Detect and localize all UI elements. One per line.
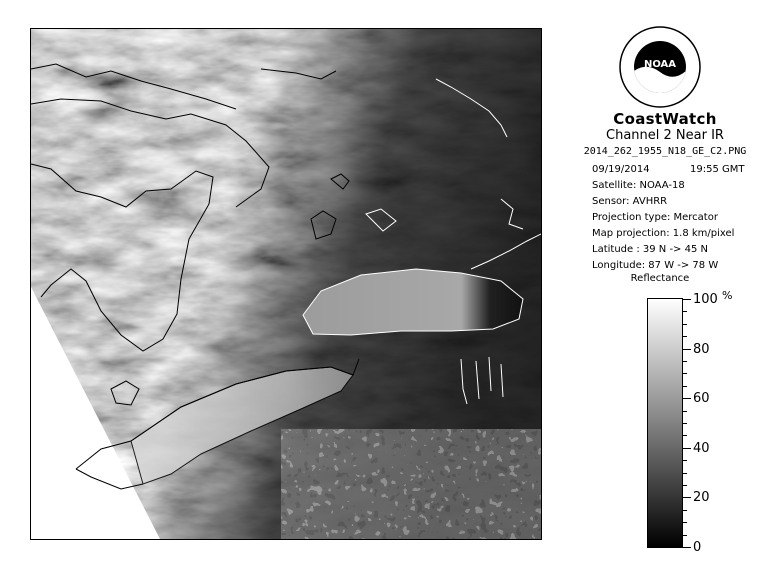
- colorbar-minor-tick: [683, 386, 687, 387]
- colorbar-tick-label: 100: [693, 292, 718, 307]
- colorbar-minor-tick: [683, 411, 687, 412]
- satellite-map: [31, 29, 542, 540]
- colorbar-minor-tick: [683, 535, 687, 536]
- longitude-range: Longitude: 87 W -> 78 W: [592, 260, 719, 271]
- colorbar-minor-tick: [683, 460, 687, 461]
- noaa-logo: [619, 26, 701, 108]
- map-projection-label: Map projection: 1.8 km/pixel: [592, 228, 735, 239]
- colorbar-minor-tick: [683, 311, 687, 312]
- colorbar-tick-label: 40: [693, 440, 710, 456]
- colorbar-minor-tick: [683, 361, 687, 362]
- file-name: 2014_262_1955_N18_GE_C2.PNG: [583, 146, 747, 157]
- colorbar-tick: [683, 448, 691, 449]
- colorbar-minor-tick: [683, 485, 687, 486]
- latitude-range: Latitude : 39 N -> 45 N: [592, 244, 708, 255]
- satellite-image: [30, 28, 542, 540]
- projection-type-label: Projection type: Mercator: [592, 212, 718, 223]
- colorbar-tick-label: 20: [693, 490, 710, 506]
- brand-title: CoastWatch: [613, 110, 717, 128]
- colorbar-tick: [683, 497, 691, 498]
- legend-title: Reflectance: [630, 273, 690, 284]
- colorbar-minor-tick: [683, 522, 687, 523]
- colorbar-tick: [683, 547, 691, 548]
- colorbar-minor-tick: [683, 373, 687, 374]
- acquisition-date: 09/19/2014: [592, 164, 650, 175]
- satellite-label: Satellite: NOAA-18: [592, 180, 685, 191]
- colorbar-tick-label: 0: [693, 540, 702, 555]
- cumulus-field: [281, 429, 542, 540]
- sensor-label: Sensor: AVHRR: [592, 196, 668, 207]
- colorbar-minor-tick: [683, 423, 687, 424]
- colorbar-tick: [683, 299, 691, 300]
- product-name: Channel 2 Near IR: [606, 128, 724, 143]
- colorbar-minor-tick: [683, 473, 687, 474]
- colorbar-minor-tick: [683, 435, 687, 436]
- colorbar-tick-label: 60: [693, 391, 710, 407]
- noaa-logo-text: NOAA: [643, 59, 677, 70]
- acquisition-time: 19:55 GMT: [690, 164, 745, 175]
- colorbar-minor-tick: [683, 510, 687, 511]
- colorbar-tick: [683, 349, 691, 350]
- reflectance-colorbar: [647, 298, 683, 548]
- colorbar-tick: [683, 398, 691, 399]
- legend-unit: %: [722, 289, 733, 302]
- colorbar-minor-tick: [683, 324, 687, 325]
- colorbar-tick-label: 80: [693, 341, 710, 357]
- colorbar-minor-tick: [683, 336, 687, 337]
